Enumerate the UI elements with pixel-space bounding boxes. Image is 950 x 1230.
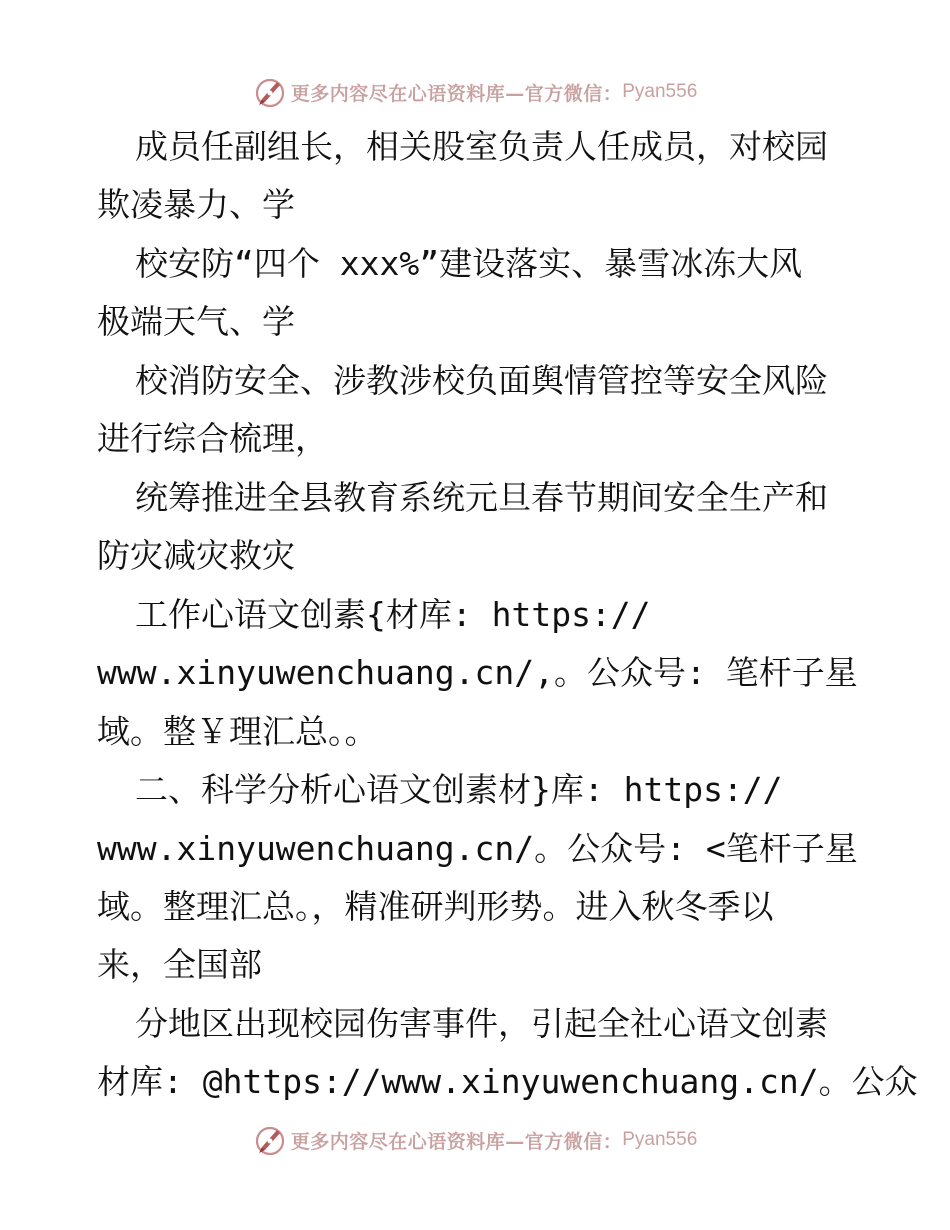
header-watermark [0,72,950,112]
paragraph-line: 来，全国部 [97,945,262,984]
paragraph-line: 成员任副组长，相关股室负责人任成员，对校园 [135,127,828,166]
paragraph-line: 工作心语文创素{材库: https:// [135,595,651,634]
footer-watermark [0,1120,950,1160]
watermark-wechat-id: Pyan556 [622,81,698,102]
quill-pen-logo-icon [253,75,287,109]
watermark-text: 更多内容尽在心语资料库—官方微信： [290,1130,623,1153]
paragraph-line: www.xinyuwenchuang.cn/。公众号: <笔杆子星 [97,829,858,868]
paragraph-line: 分地区出现校园伤害事件，引起全社心语文创素 [135,1004,828,1043]
watermark-wechat-id: Pyan556 [622,1129,698,1150]
paragraph-line: www.xinyuwenchuang.cn/,。公众号: 笔杆子星 [97,653,858,692]
paragraph-line: 欺凌暴力、学 [97,185,295,224]
paragraph-line: 域。整理汇总。，精准研判形势。进入秋冬季以 [97,887,774,926]
paragraph-line: 材库: @https://www.xinyuwenchuang.cn/。公众 [97,1062,918,1101]
paragraph-line: 极端天气、学 [97,302,295,341]
quill-pen-logo-icon [253,1123,287,1157]
paragraph-line: 二、科学分析心语文创素材}库: https:// [135,770,783,809]
paragraph-line: 进行综合梳理， [97,419,328,458]
paragraph-line: 域。整￥理汇总。。 [97,712,378,751]
watermark-text: 更多内容尽在心语资料库—官方微信： [290,82,623,105]
paragraph-line: 统筹推进全县教育系统元旦春节期间安全生产和 [135,478,828,517]
paragraph-line: 校安防“四个 xxx%”建设落实、暴雪冰冻大风 [135,244,803,283]
paragraph-line: 防灾减灾救灾 [97,536,295,575]
paragraph-line: 校消防安全、涉教涉校负面舆情管控等安全风险 [135,361,828,400]
